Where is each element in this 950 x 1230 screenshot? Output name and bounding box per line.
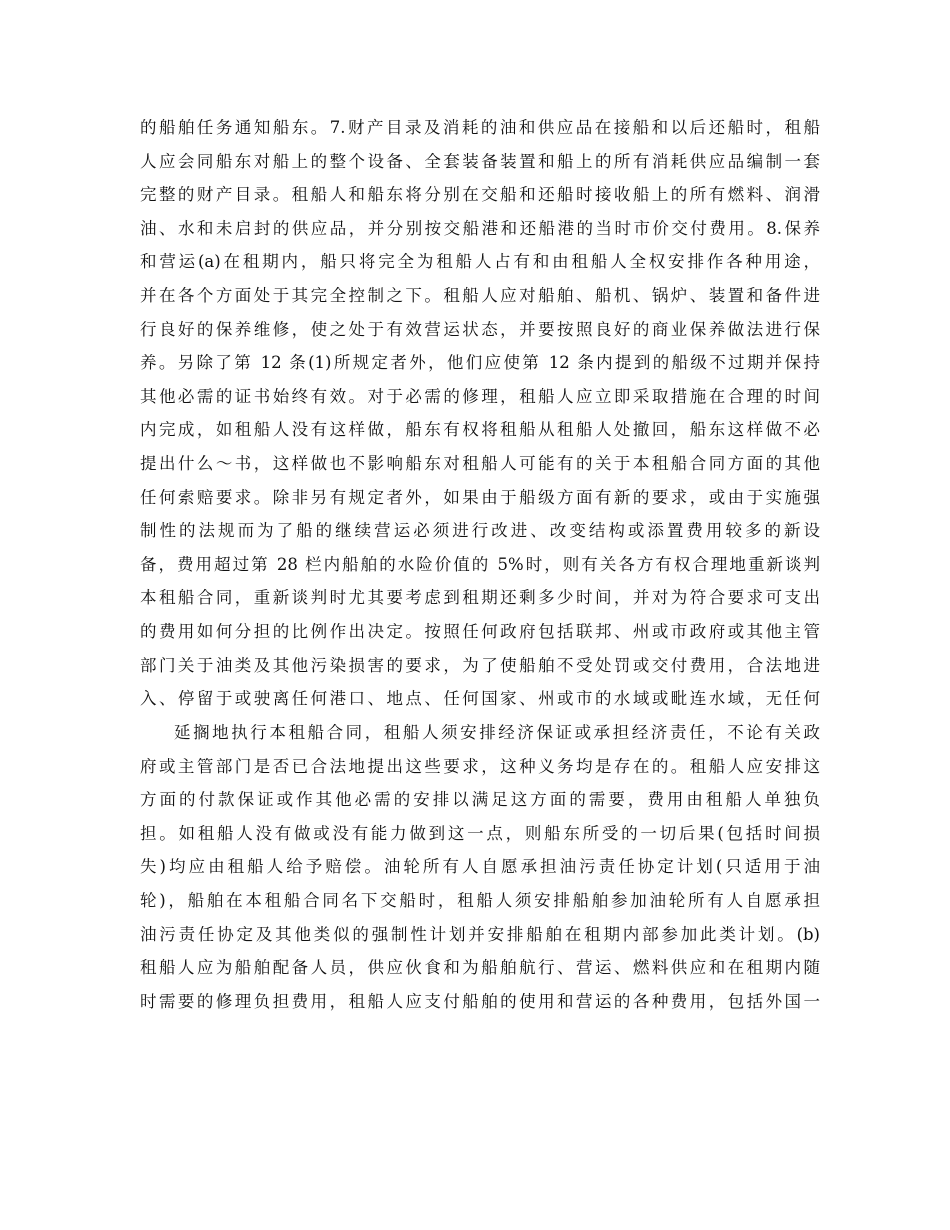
text-line: 油污责任协定及其他类似的强制性计划并安排船舶在租期内部参加此类计划。(b) bbox=[140, 924, 820, 944]
text-line: 人应会同船东对船上的整个设备、全套装备装置和船上的所有消耗供应品编制一套 bbox=[140, 151, 820, 171]
text-line: 的费用如何分担的比例作出决定。按照任何政府包括联邦、州或市政府或其他主管 bbox=[140, 621, 820, 641]
text-line: 部门关于油类及其他污染损害的要求，为了使船舶不受处罚或交付费用，合法地进 bbox=[140, 655, 820, 675]
text-line: 完整的财产目录。租船人和船东将分别在交船和还船时接收船上的所有燃料、润滑 bbox=[140, 185, 820, 205]
text-line: 备，费用超过第 28 栏内船舶的水险价值的 5%时，则有关各方有权合理地重新谈判 bbox=[140, 554, 820, 574]
text-line: 其他必需的证书始终有效。对于必需的修理，租船人应立即采取措施在合理的时间 bbox=[140, 386, 820, 406]
text-line: 府或主管部门是否已合法地提出这些要求，这种义务均是存在的。租船人应安排这 bbox=[140, 756, 820, 776]
paragraph-block-2 bbox=[140, 716, 820, 1018]
text-line: 提出什么～书，这样做也不影响船东对租船人可能有的关于本租船合同方面的其他 bbox=[140, 453, 820, 473]
text-line: 行良好的保养维修，使之处于有效营运状态，并要按照良好的商业保养做法进行保 bbox=[140, 319, 820, 339]
text-line: 和营运(a)在租期内，船只将完全为租船人占有和由租船人全权安排作各种用途， bbox=[140, 252, 820, 272]
text-line: 油、水和未启封的供应品，并分别按交船港和还船港的当时市价交付费用。8.保养 bbox=[140, 218, 820, 238]
text-line: 内完成，如租船人没有这样做，船东有权将租船从租船人处撤回，船东这样做不必 bbox=[140, 420, 820, 440]
text-line: 本租船合同，重新谈判时尤其要考虑到租期还剩多少时间，并对为符合要求可支出 bbox=[140, 588, 820, 608]
paragraph-block-1 bbox=[140, 111, 820, 716]
text-line: 担。如租船人没有做或没有能力做到这一点，则船东所受的一切后果(包括时间损 bbox=[140, 823, 820, 843]
text-line: 并在各个方面处于其完全控制之下。租船人应对船舶、船机、锅炉、装置和备件进 bbox=[140, 285, 820, 305]
text-line: 失)均应由租船人给予赔偿。油轮所有人自愿承担油污责任协定计划(只适用于油 bbox=[140, 857, 820, 877]
text-line-indented: 延搁地执行本租船合同，租船人须安排经济保证或承担经济责任，不论有关政 bbox=[174, 723, 820, 742]
text-line: 轮)，船舶在本租船合同名下交船时，租船人须安排船舶参加油轮所有人自愿承担 bbox=[140, 890, 820, 910]
text-line: 时需要的修理负担费用，租船人应支付船舶的使用和营运的各种费用，包括外国一 bbox=[140, 991, 820, 1011]
text-line: 的船舶任务通知船东。7.财产目录及消耗的油和供应品在接船和以后还船时，租船 bbox=[140, 118, 820, 137]
text-line: 入、停留于或驶离任何港口、地点、任何国家、州或市的水域或毗连水域，无任何 bbox=[140, 689, 820, 709]
text-line: 任何索赔要求。除非另有规定者外，如果由于船级方面有新的要求，或由于实施强 bbox=[140, 487, 820, 507]
text-line: 养。另除了第 12 条(1)所规定者外，他们应使第 12 条内提到的船级不过期并保持 bbox=[140, 353, 820, 373]
text-line: 方面的付款保证或作其他必需的安排以满足这方面的需要，费用由租船人单独负 bbox=[140, 790, 820, 810]
text-line: 制性的法规而为了船的继续营运必须进行改进、改变结构或添置费用较多的新设 bbox=[140, 521, 820, 541]
text-line: 租船人应为船舶配备人员，供应伙食和为船舶航行、营运、燃料供应和在租期内随 bbox=[140, 958, 820, 978]
